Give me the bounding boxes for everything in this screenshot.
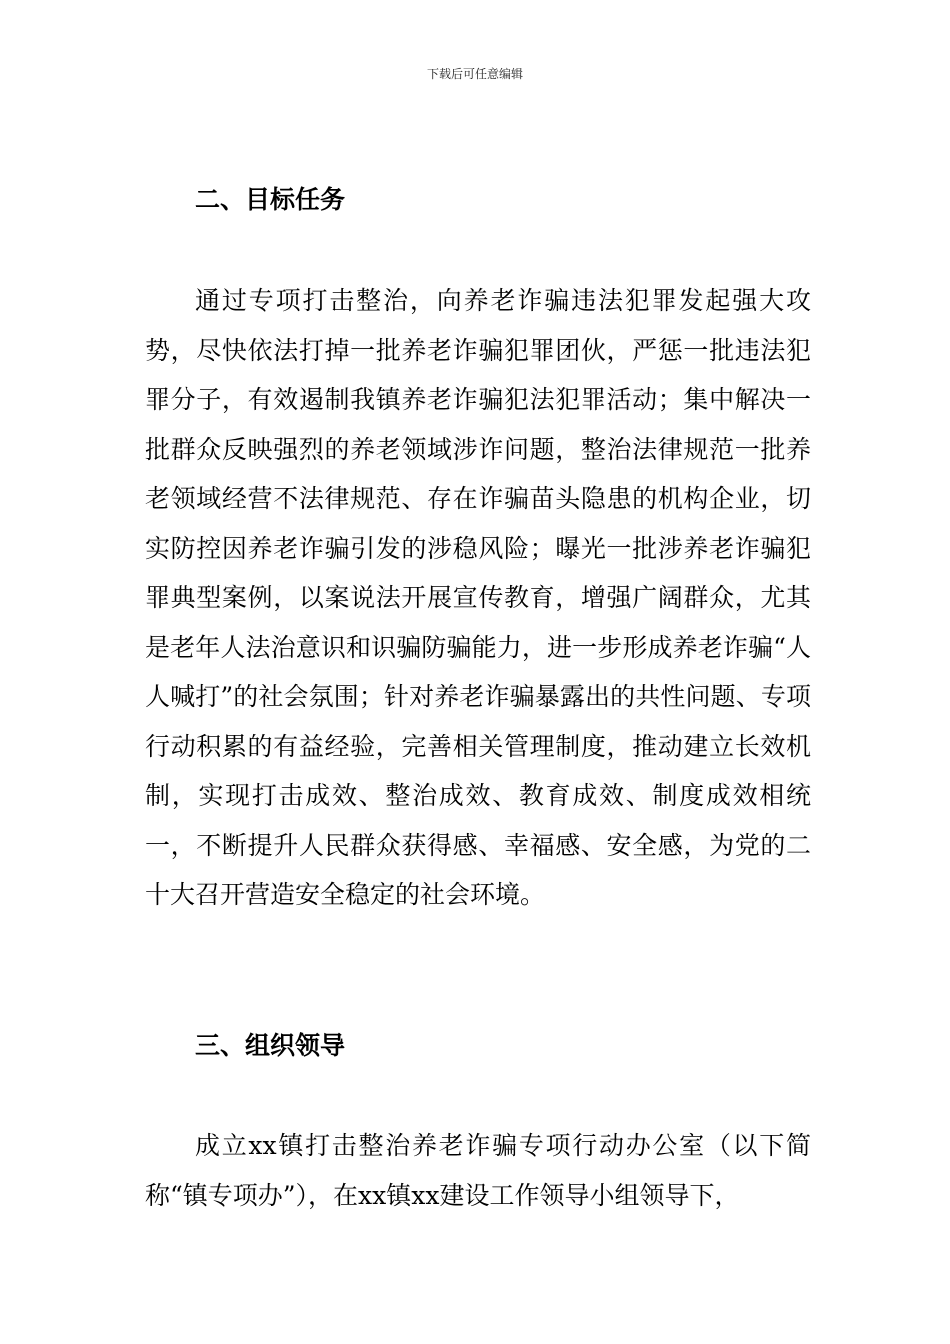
section-paragraph-organization: 成立xx镇打击整治养老诈骗专项行动办公室（以下简称“镇专项办”），在xx镇xx建设工作领导小组领导下， <box>145 1131 811 1210</box>
header-note: 下载后可任意编辑 <box>426 67 523 81</box>
section-heading-organization: 三、组织领导 <box>195 1031 346 1060</box>
section-heading-goals: 二、目标任务 <box>195 185 346 214</box>
section-paragraph-goals: 通过专项打击整治，向养老诈骗违法犯罪发起强大攻势，尽快依法打掉一批养老诈骗犯罪团伙，严惩一批违法犯罪分子，有效遏制我镇养老诈骗犯法犯罪活动；集中解决一批群众反映强烈的养老领域涉诈问题，整治法律规范一批养老领域经营不法律规范、存在诈骗苗头隐患的机构企业，切实防控因养老诈骗引发的涉稳风险；曝光一批涉养老诈骗犯罪典型案例，以案说法开展宣传教育，增强广阔群众，尤其是老年人法治意识和识骗防骗能力，进一步形成养老诈骗“人人喊打”的社会氛围；针对养老诈骗暴露出的共性问题、专项行动积累的有益经验，完善相关管理制度，推动建立长效机制，实现打击成效、整治成效、教育成效、制度成效相统一，不断提升人民群众获得感、幸福感、安全感，为党的二十大召开营造安全稳定的社会环境。 <box>145 286 811 909</box>
